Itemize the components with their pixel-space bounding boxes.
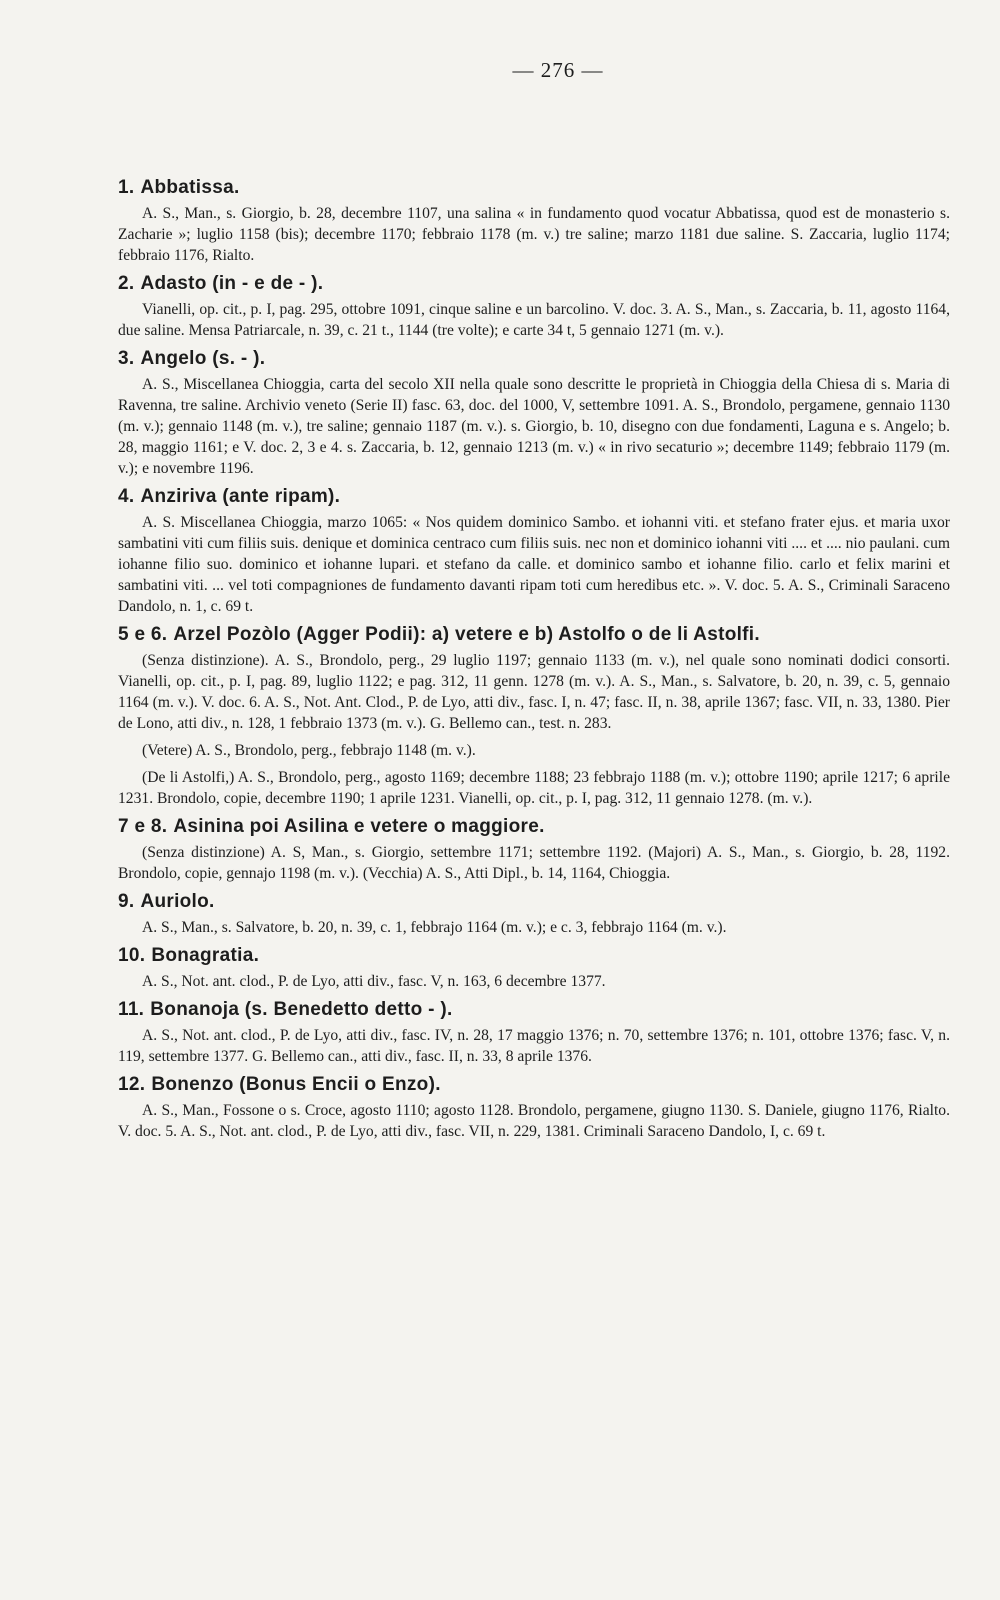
page-number: — 276 —: [512, 58, 604, 82]
entry: [118, 1074, 950, 1142]
entries-list: [118, 177, 950, 1142]
entry-paragraph: A. S., Man., s. Giorgio, b. 28, decembre 1107, una salina « in fundamento quod vocatur Abbatissa, quod est de monasterio s. Zacharie »; luglio 1158 (bis); decembre 1170; febbraio 1178 (m. v.) tre saline; marzo 1181 due saline. S. Zaccaria, luglio 1174; febbraio 1176, Rialto.: [118, 205, 950, 264]
entry: [118, 816, 950, 884]
entry: [118, 177, 950, 266]
entry-title: Bonagratia.: [151, 945, 260, 966]
entry-title: Bonenzo (Bonus Encii o Enzo).: [151, 1074, 441, 1095]
entry: [118, 273, 950, 341]
entry: [118, 999, 950, 1067]
entry-number: 5 e 6.: [118, 624, 168, 645]
entry: [118, 486, 950, 617]
entry-number: 2.: [118, 273, 135, 294]
entry-heading: [118, 1074, 950, 1096]
entry-title: Bonanoja (s. Benedetto detto - ).: [150, 999, 453, 1020]
entry-paragraph: A. S., Miscellanea Chioggia, carta del secolo XII nella quale sono descritte le proprietà in Chioggia della Chiesa di s. Maria di Ravenna, tre saline. Archivio veneto (Serie II) fasc. 63, doc. del 1000, V, settembre 1091. A. S., Brondolo, pergamene, gennaio 1130 (m. v.); gennaio 1148 (m. v.), tre saline; gennaio 1187 (m. v.). s. Giorgio, b. 10, disegno con due fondamenti, Laguna e s. Angelo; b. 28, maggio 1161; e V. doc. 2, 3 e 4. s. Zaccaria, b. 12, gennaio 1213 (m. v.) « in rivo secaturio »; decembre 1149; febbraio 1179 (m. v.); e novembre 1196.: [118, 376, 950, 477]
entry-heading: [118, 891, 950, 913]
entry-paragraph: Vianelli, op. cit., p. I, pag. 295, ottobre 1091, cinque saline e un barcolino. V. doc. 3. A. S., Man., s. Zaccaria, b. 11, agosto 1164, due saline. Mensa Patriarcale, n. 39, c. 21 t., 1144 (tre volte); e carte 34 t, 5 gennaio 1271 (m. v.).: [118, 301, 950, 339]
entry-title: Arzel Pozòlo (Agger Podii): a) vetere e b) Astolfo o de li Astolfi.: [173, 624, 760, 645]
entry-title: Asinina poi Asilina e vetere o maggiore.: [173, 816, 545, 837]
entry-paragraph: (Senza distinzione). A. S., Brondolo, perg., 29 luglio 1197; gennaio 1133 (m. v.), nel quale sono nominati dodici consorti. Vianelli, op. cit., p. I, pag. 89, luglio 1122; e pag. 312, 11 genn. 1278 (m. v.). A. S., Man., s. Salvatore, b. 20, n. 39, c. 5, gennaio 1164 (m. v.). V. doc. 6. A. S., Not. Ant. Clod., P. de Lyo, atti div., fasc. I, n. 47; fasc. II, n. 38, aprile 1367; fasc. VII, n. 33, 1380. Pier de Lono, atti div., n. 128, 1 febbraio 1373 (m. v.). G. Bellemo can., test. n. 283.: [118, 652, 950, 732]
entry: [118, 624, 950, 809]
entry-paragraph: A. S., Not. ant. clod., P. de Lyo, atti div., fasc. IV, n. 28, 17 maggio 1376; n. 70, settembre 1376; n. 101, ottobre 1376; fasc. V, n. 119, settembre 1377. G. Bellemo can., atti div., fasc. II, n. 33, 8 aprile 1376.: [118, 1027, 950, 1065]
entry-title: Auriolo.: [140, 891, 215, 912]
entry-number: 11.: [118, 999, 145, 1020]
entry-title: Abbatissa.: [140, 177, 240, 198]
entry-number: 1.: [118, 177, 135, 198]
entry-heading: [118, 273, 950, 295]
entry-number: 12.: [118, 1074, 146, 1095]
entry-heading: [118, 177, 950, 199]
entry-heading: [118, 348, 950, 370]
entry-paragraph: (Senza distinzione) A. S, Man., s. Giorgio, settembre 1171; settembre 1192. (Majori) A. S., Man., s. Giorgio, b. 28, 1192. Brondolo, copie, gennajo 1198 (m. v.). (Vecchia) A. S., Atti Dipl., b. 14, 1164, Chioggia.: [118, 844, 950, 882]
entry-number: 7 e 8.: [118, 816, 168, 837]
entry-paragraph: (De li Astolfi,) A. S., Brondolo, perg., agosto 1169; decembre 1188; 23 febbrajo 1188 (m. v.); ottobre 1190; aprile 1217; 6 aprile 1231. Brondolo, copie, decembre 1190; 1 aprile 1231. Vianelli, op. cit., p. I, pag. 312, 11 gennaio 1278. (m. v.).: [118, 769, 950, 807]
entry-number: 4.: [118, 486, 135, 507]
entry-number: 3.: [118, 348, 135, 369]
entry-heading: [118, 816, 950, 838]
entry-heading: [118, 999, 950, 1021]
entry-heading: [118, 624, 950, 646]
entry-paragraph: (Vetere) A. S., Brondolo, perg., febbrajo 1148 (m. v.).: [142, 742, 476, 759]
entry-title: Angelo (s. - ).: [140, 348, 266, 369]
entry-number: 9.: [118, 891, 135, 912]
entry: [118, 348, 950, 479]
entry-title: Adasto (in - e de - ).: [140, 273, 324, 294]
entry-paragraph: A. S., Man., s. Salvatore, b. 20, n. 39, c. 1, febbrajo 1164 (m. v.); e c. 3, febbrajo 1164 (m. v.).: [142, 919, 727, 936]
entry-paragraph: A. S., Not. ant. clod., P. de Lyo, atti div., fasc. V, n. 163, 6 decembre 1377.: [142, 973, 606, 990]
entry: [118, 891, 950, 938]
entry-paragraph: A. S., Man., Fossone o s. Croce, agosto 1110; agosto 1128. Brondolo, pergamene, giugno 1130. S. Daniele, giugno 1176, Rialto. V. doc. 5. A. S., Not. ant. clod., P. de Lyo, atti div., fasc. VII, n. 229, 1381. Criminali Saraceno Dandolo, I, c. 69 t.: [118, 1102, 950, 1140]
entry-title: Anziriva (ante ripam).: [140, 486, 341, 507]
entry-number: 10.: [118, 945, 146, 966]
entry: [118, 945, 950, 992]
entry-paragraph: A. S. Miscellanea Chioggia, marzo 1065: « Nos quidem dominico Sambo. et iohanni viti. et stefano frater ejus. et maria uxor sambatini viti cum filiis suis. denique et dominica centraco cum filiis suis. nec non et dominico iohanni viti .... et .... nio paulani. cum iohanne filio suo. dominico et iohanne lupari. et stefano da calle. et dominico sambo et iohanne filio. carlo et felix marini et sambatini viti. ... vel toti compagniones de fundamento davanti ripam toti cum heredibus etc. ». V. doc. 5. A. S., Criminali Saraceno Dandolo, n. 1, c. 69 t.: [118, 514, 950, 615]
entry-heading: [118, 486, 950, 508]
entry-heading: [118, 945, 950, 967]
